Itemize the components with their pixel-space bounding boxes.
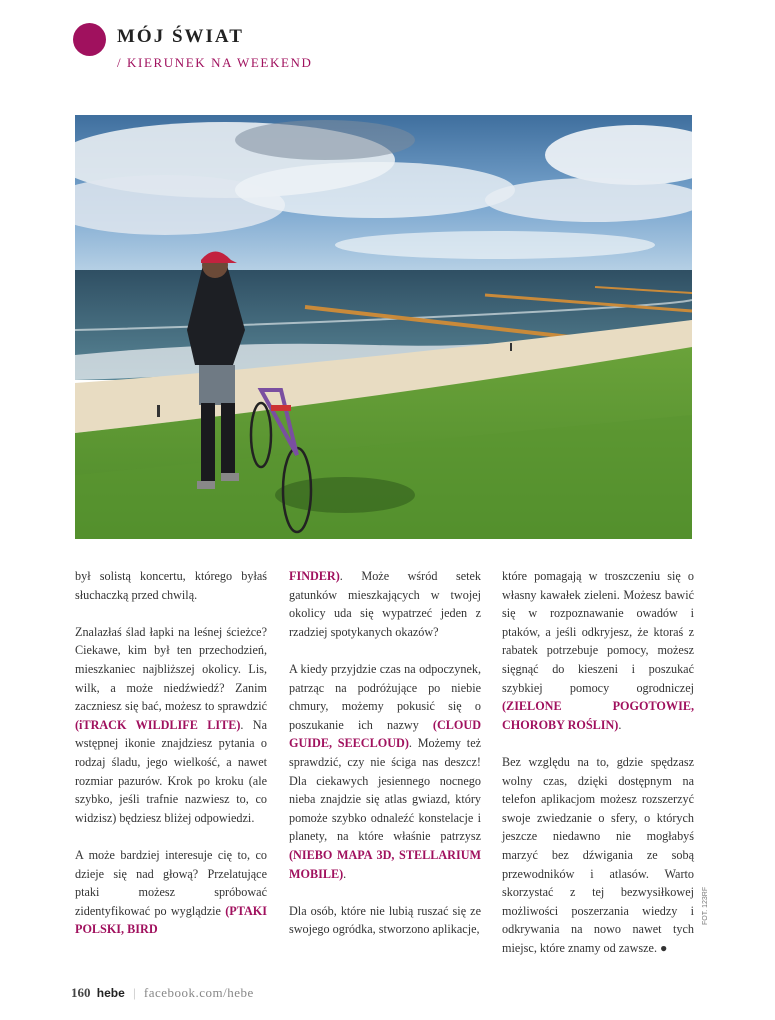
paragraph-text: A może bardziej interesuje cię to, co dzieje się nad głową? Przelatujące ptaki możesz spróbować zidentyfikować po wyglądzie	[75, 847, 267, 918]
paragraph-text: . Może wśród setek gatunków mieszkających w twojej okolicy uda się wypatrzeć jeden z rzadziej spotykanych okazów?	[289, 569, 481, 639]
paragraph-text: które pomagają w troszczeniu się o własny kawałek zieleni. Możesz bawić się w rozpoznawanie owadów i ptaków, a jeśli odkryjesz, że ktoraś z rabatek potrzebuje pomocy, możesz sięgnąć do kieszeni i poszukać szybkiej pomocy ogrodniczej	[502, 569, 694, 695]
text-column-2	[289, 567, 481, 957]
article-paragraph	[289, 902, 481, 939]
paragraph-text: Bez względu na to, gdzie spędzasz wolny czas, dzięki dostępnym na telefon aplikacjom możesz rozszerzyć swoje zwiedzanie o sfery, o których jeszcze niedawno nie mogłabyś marzyć bez dźwigania ze sobą przewodników i atlasów. Warto skorzystać z tej bezwysiłkowej możliwości poszerzania wiedzy i odkrywania na nowo nawet tych miejsc, które znamy od zawsze. ●	[502, 754, 694, 955]
article-paragraph	[75, 623, 267, 828]
paragraph-text: A kiedy przyjdzie czas na odpoczynek, patrząc na podróżujące po niebie chmury, możemy pokusić się o poszukanie ich nazwy	[289, 661, 481, 732]
section-circle-icon	[73, 23, 106, 56]
section-subtitle: / KIERUNEK NA WEEKEND	[117, 55, 313, 70]
app-name-highlight: (PTAKI POLSKI, BIRD	[75, 903, 267, 937]
app-name-highlight: (NIEBO MAPA 3D, STELLARIUM MOBILE)	[289, 847, 481, 881]
article-paragraph	[502, 753, 694, 958]
paragraph-text: . Na wstępnej ikonie znajdziesz pytania o rodzaj śladu, jego wielkość, a nawet rozmiar pazurów. Krok po kroku (ale szybko, jeśli trafnie nazwiesz to, co widzisz) będziesz bliżej odpowiedzi.	[75, 717, 267, 825]
footer-separator: |	[133, 985, 136, 1000]
brand-logo: hebe	[96, 986, 125, 1000]
paragraph-text: .	[618, 717, 622, 732]
facebook-link[interactable]: facebook.com/hebe	[143, 985, 254, 1000]
page-number: 160	[71, 985, 91, 1000]
text-column-3	[502, 567, 694, 976]
article-paragraph	[502, 567, 694, 734]
article-paragraph	[75, 846, 267, 939]
beach-cyclist-photo	[75, 115, 692, 539]
paragraph-text: Dla osób, które nie lubią ruszać się ze swojego ogródka, stworzono aplikacje,	[289, 903, 481, 937]
paragraph-text: był solistą koncertu, którego byłaś słuchaczką przed chwilą.	[75, 569, 267, 602]
paragraph-text: . Możemy też sprawdzić, czy nie ściga nas deszcz! Dla ciekawych jesiennego nocnego nieba znajdzie się atlas gwiazd, który pomoże szybko odnaleźć konstelacje i planety, na które właśnie patrzysz	[289, 736, 482, 844]
article-paragraph	[75, 567, 267, 604]
paragraph-text: Znalazłaś ślad łapki na leśnej ścieżce? Ciekawe, kim był ten przechodzień, mieszkaniec najbliższej okolicy. Lis, wilk, a może niedźwiedź? Zanim zaczniesz się bać, możesz to sprawdzić	[75, 624, 267, 714]
app-name-highlight: (iTRACK WILDLIFE LITE)	[75, 717, 241, 732]
text-column-1	[75, 567, 267, 957]
photo-credit: FOT. 123RF	[702, 886, 709, 925]
section-title: MÓJ ŚWIAT	[117, 26, 244, 47]
paragraph-text: .	[343, 866, 347, 881]
app-name-highlight: (ZIELONE POGOTOWIE, CHOROBY ROŚLIN)	[502, 699, 694, 732]
app-name-highlight: FINDER)	[289, 569, 340, 583]
app-name-highlight: (CLOUD GUIDE, SEECLOUD)	[289, 717, 481, 751]
article-paragraph	[289, 660, 481, 883]
page-footer	[71, 985, 254, 1001]
article-paragraph	[289, 567, 481, 641]
